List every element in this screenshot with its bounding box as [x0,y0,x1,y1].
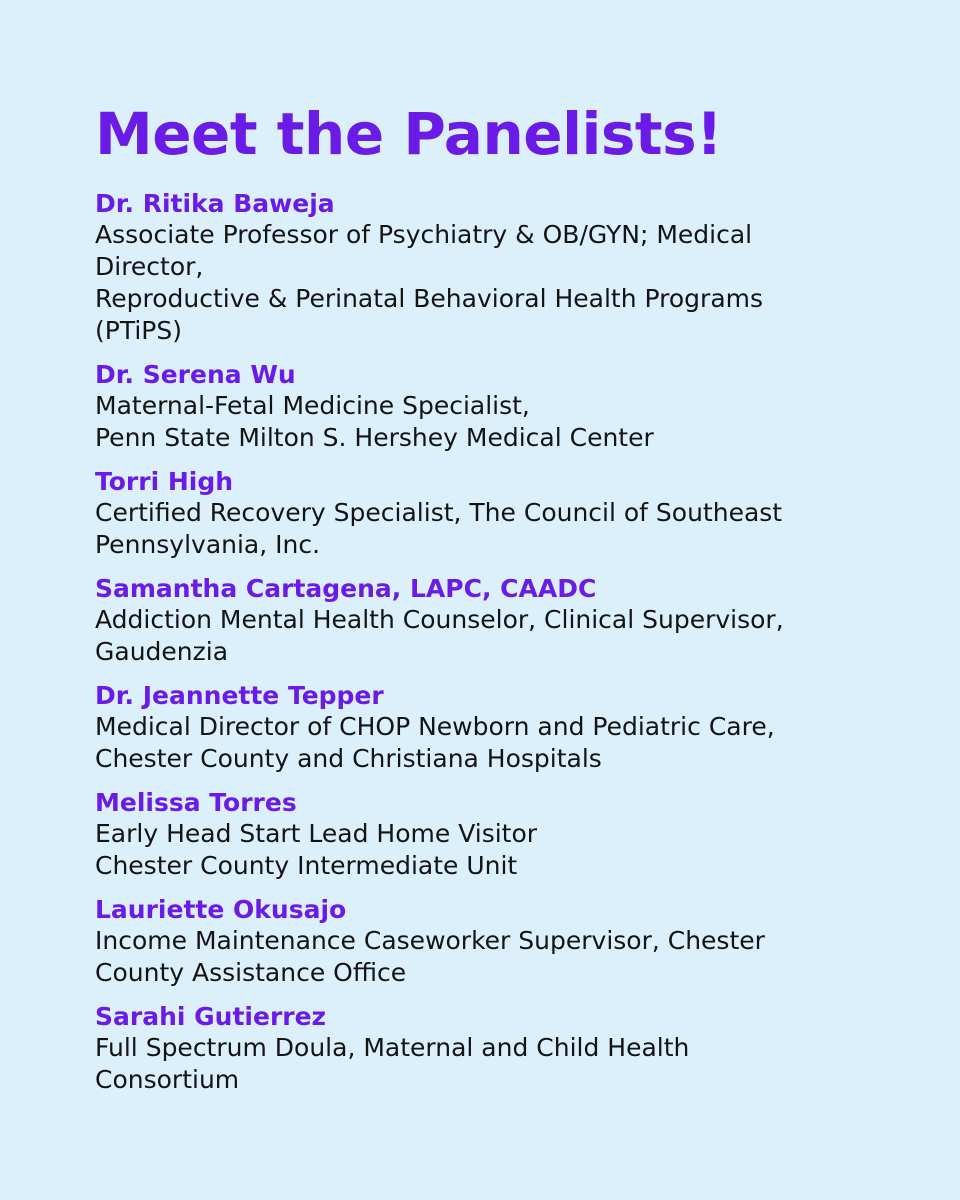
panelist-role-line: Consortium [95,1065,240,1094]
panelist-list [95,188,900,1096]
panelist-entry [95,894,900,989]
panelist-role-line: Director, [95,252,204,281]
panelist-entry [95,680,900,775]
panelist-name: Sarahi Gutierrez [95,1002,327,1031]
panelist-role-line: Income Maintenance Caseworker Supervisor, Chester [95,926,765,955]
panelist-name: Dr. Jeannette Tepper [95,681,384,710]
panelist-entry [95,1001,900,1096]
panelist-name: Dr. Serena Wu [95,360,296,389]
panelist-role-line: Pennsylvania, Inc. [95,530,321,559]
panelist-name: Samantha Cartagena, LAPC, CAADC [95,574,597,603]
panelist-name: Torri High [95,467,234,496]
panelist-role-line: (PTiPS) [95,316,182,345]
panelist-entry [95,787,900,882]
panelist-entry [95,573,900,668]
panelist-role-line: Full Spectrum Doula, Maternal and Child Health [95,1033,690,1062]
panelist-role-line: Reproductive & Perinatal Behavioral Health Programs [95,284,764,313]
panelist-role-line: Certified Recovery Specialist, The Council of Southeast [95,498,783,527]
panelist-role-line: Medical Director of CHOP Newborn and Pediatric Care, [95,712,775,741]
panelist-name: Dr. Ritika Baweja [95,189,335,218]
panelist-name: Lauriette Okusajo [95,895,347,924]
panelist-entry [95,188,900,347]
panelist-entry [95,359,900,454]
panelist-role-line: Addiction Mental Health Counselor, Clinical Supervisor, [95,605,784,634]
panelist-name: Melissa Torres [95,788,297,817]
page-title: Meet the Panelists! [95,100,723,168]
panelist-role-line: Maternal-Fetal Medicine Specialist, [95,391,530,420]
panelist-role-line: Gaudenzia [95,637,229,666]
panelist-role-line: Early Head Start Lead Home Visitor [95,819,538,848]
panelist-role-line: Chester County and Christiana Hospitals [95,744,602,773]
panelist-role-line: County Assistance Office [95,958,407,987]
panelist-role-line: Associate Professor of Psychiatry & OB/GYN; Medical [95,220,753,249]
panelist-entry [95,466,900,561]
panelist-role-line: Penn State Milton S. Hershey Medical Center [95,423,654,452]
panelist-role-line: Chester County Intermediate Unit [95,851,518,880]
